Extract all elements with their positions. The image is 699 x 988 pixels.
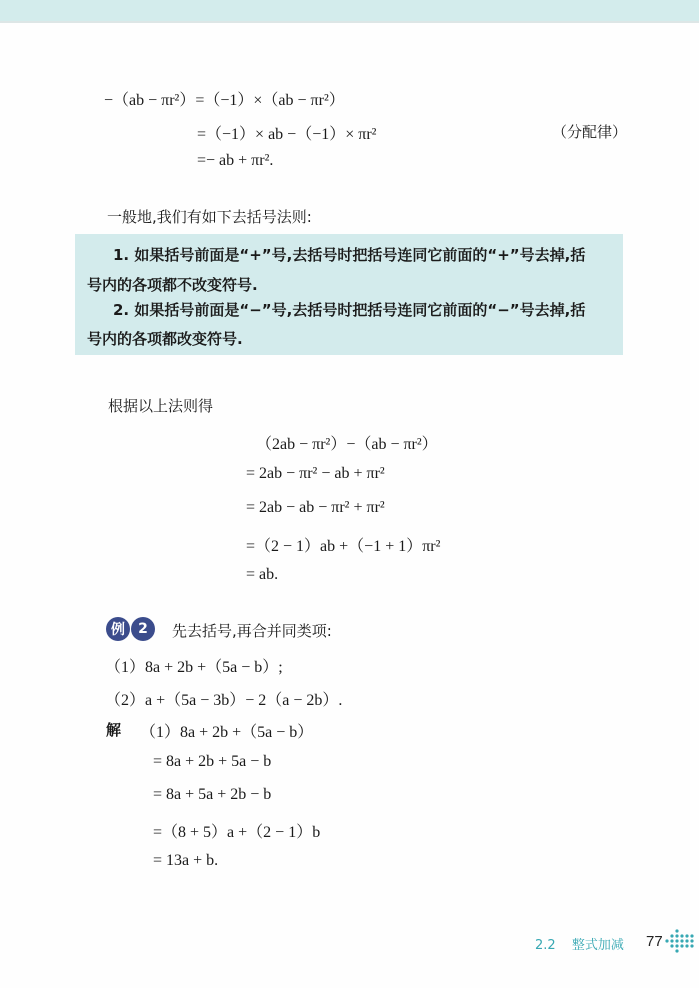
solution-label: 解 xyxy=(106,721,122,739)
section-title: 整式加减 xyxy=(571,938,624,953)
page-number: 77 xyxy=(646,933,663,950)
rule-1-line-1: 1. 如果括号前面是“+”号,去括号时把括号连同它前面的“+”号去掉,括 xyxy=(113,246,586,264)
solution-step-2: = 8a + 5a + 2b − b xyxy=(153,786,272,803)
example-badge-char: 例 xyxy=(106,617,130,641)
derivation2-line-4: =（2 − 1）ab +（−1 + 1）πr² xyxy=(246,538,441,555)
derivation1-line-2: =（−1）× ab −（−1）× πr² xyxy=(197,126,377,143)
decorative-dot-pattern-icon xyxy=(665,929,699,959)
derivation2-line-1: （2ab − πr²）−（ab − πr²） xyxy=(256,436,438,453)
problem-2: （2）a +（5a − 3b）− 2（a − 2b）. xyxy=(105,692,343,709)
derivation2-line-2: = 2ab − πr² − ab + πr² xyxy=(246,465,385,482)
solution-step-3: =（8 + 5）a +（2 − 1）b xyxy=(153,824,321,841)
solution-step-4: = 13a + b. xyxy=(153,852,219,869)
example-prompt: 先去括号,再合并同类项: xyxy=(172,622,332,640)
intro-text: 一般地,我们有如下去括号法则: xyxy=(107,208,312,226)
derivation1-line-1: −（ab − πr²）=（−1）×（ab − πr²） xyxy=(104,92,345,109)
footer-section xyxy=(535,934,624,953)
rule-1-line-2: 号内的各项都不改变符号. xyxy=(87,276,258,294)
derivation2-line-3: = 2ab − ab − πr² + πr² xyxy=(246,499,385,516)
header-band xyxy=(0,0,699,23)
solution-first: （1）8a + 2b +（5a − b） xyxy=(140,724,314,741)
rule-2-line-1: 2. 如果括号前面是“−”号,去括号时把括号连同它前面的“−”号去掉,括 xyxy=(113,301,586,319)
derivation1-line-3: =− ab + πr². xyxy=(197,152,274,169)
solution-step-1: = 8a + 2b + 5a − b xyxy=(153,753,272,770)
derivation2-line-5: = ab. xyxy=(246,566,279,583)
problem-1: （1）8a + 2b +（5a − b）; xyxy=(105,659,283,676)
example-badge-number: 2 xyxy=(131,617,155,641)
distributive-law-note: （分配律） xyxy=(552,123,628,141)
section-number: 2.2 xyxy=(535,938,556,953)
apply-text: 根据以上法则得 xyxy=(108,397,214,415)
rule-2-line-2: 号内的各项都改变符号. xyxy=(87,330,243,348)
